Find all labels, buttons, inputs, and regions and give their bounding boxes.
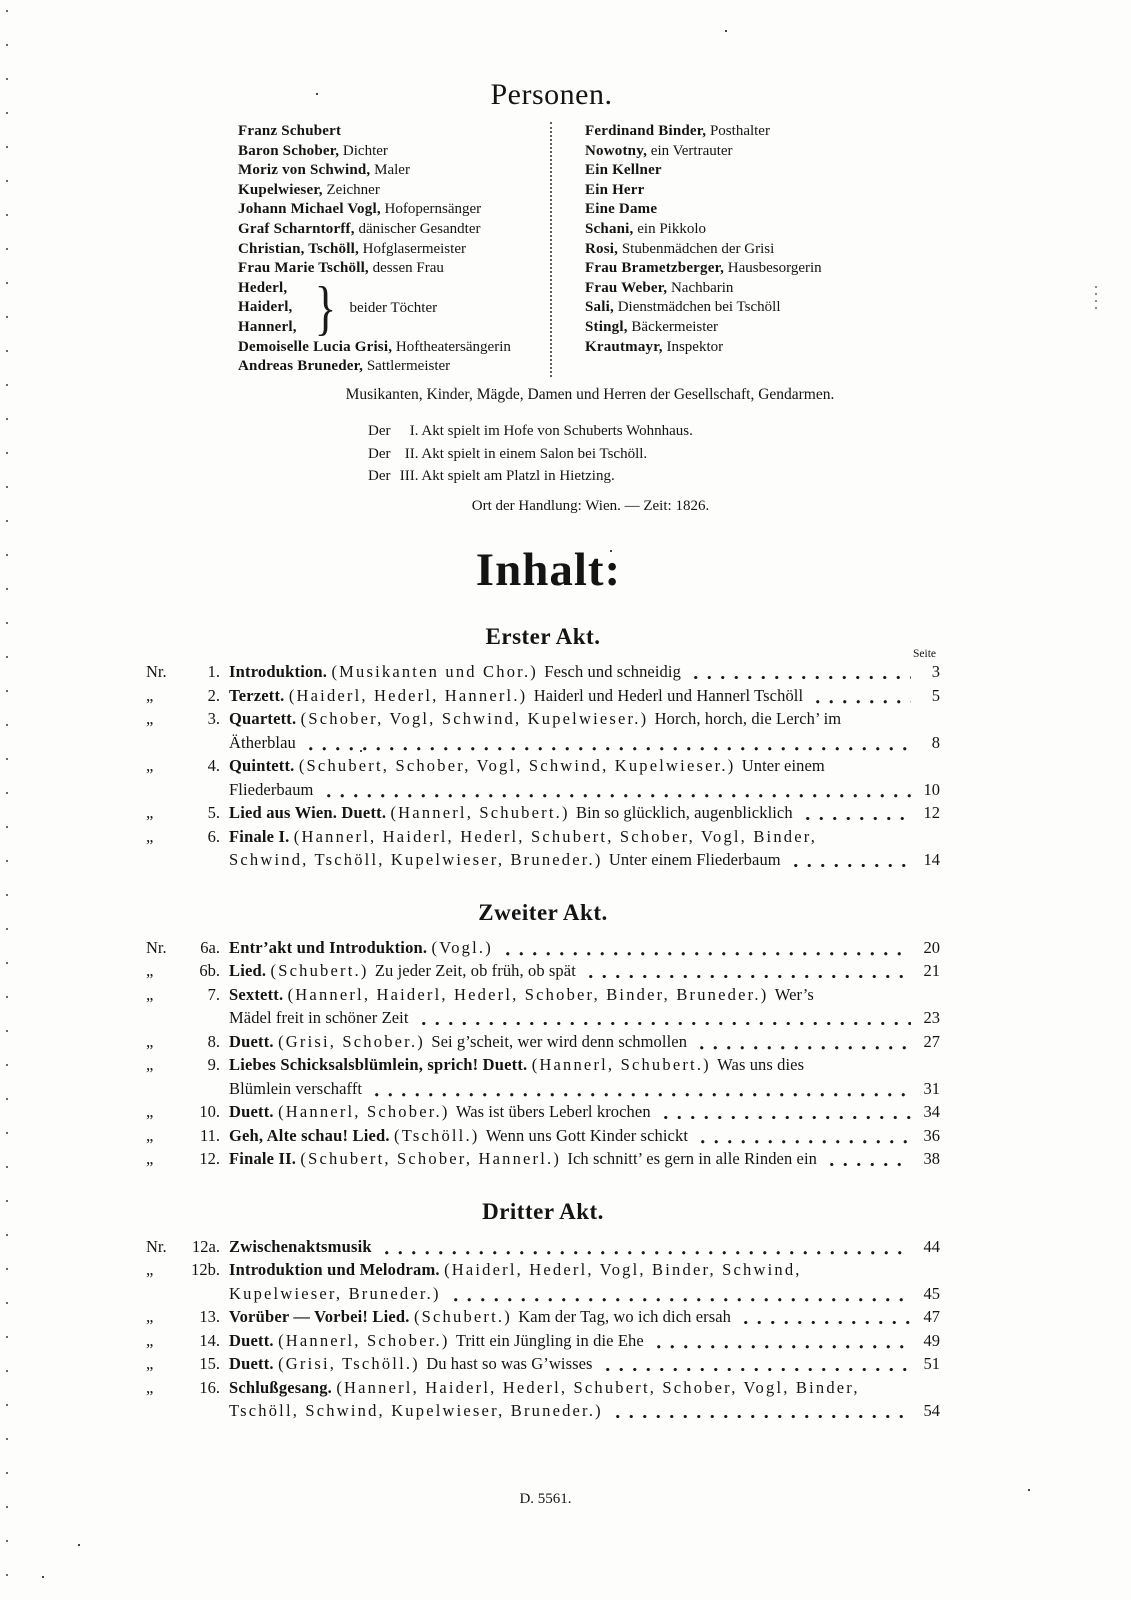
toc-cast: (Hannerl, Haiderl, Hederl, Schober, Binder, Bruneder.) <box>287 984 775 1004</box>
cast-entry <box>238 298 297 318</box>
toc-title: Finale II. <box>229 1149 301 1168</box>
act-numeral: II. <box>404 445 419 462</box>
dot-leader <box>320 778 912 802</box>
toc-text: Was ist übers Leberl krochen <box>455 1102 651 1121</box>
page-number: 27 <box>923 1031 940 1051</box>
cast-name: Ferdinand Binder, <box>585 123 707 139</box>
toc-nr-cell: „ <box>146 826 154 846</box>
toc-title: Geh, Alte schau! Lied. <box>229 1125 395 1145</box>
toc-text: Horch, horch, die Lerch’ im <box>654 709 842 728</box>
toc-cast: (Grisi, Schober.) <box>278 1031 432 1051</box>
page-number: 3 <box>931 662 940 681</box>
toc-row <box>146 778 940 802</box>
dot-leader <box>687 660 911 684</box>
toc-text: Kam der Tag, wo ich dich ersah <box>518 1307 732 1326</box>
toc-text: Fesch und schneidig <box>544 662 681 681</box>
toc-title: Introduktion. <box>229 662 332 681</box>
cast-role: Nachbarin <box>667 279 734 296</box>
toc-row <box>146 1077 940 1101</box>
toc-nr-cell: „ <box>146 1307 154 1326</box>
toc-number-cell: 2. <box>207 685 220 705</box>
toc-text: Wenn uns Gott Kinder schickt <box>485 1125 688 1145</box>
toc-cast: (Schober, Vogl, Schwind, Kupelwieser.) <box>300 709 655 728</box>
toc-number-cell: 12. <box>199 1149 220 1168</box>
toc-nr-cell: Nr. <box>146 662 167 681</box>
ensemble-line: Musikanten, Kinder, Mägde, Damen und Herren der Gesellschaft, Gendarmen. <box>345 386 835 403</box>
toc-number-cell: 3. <box>207 709 220 728</box>
cast-name: Frau Marie Tschöll, <box>238 260 369 277</box>
toc-nr-cell: „ <box>146 961 154 980</box>
toc-cast: (Schubert, Schober, Vogl, Schwind, Kupelwieser.) <box>298 756 742 775</box>
dot-leader <box>650 1329 911 1353</box>
cast-name: Ein Kellner <box>585 162 662 179</box>
toc-cast: (Hannerl, Schober.) <box>278 1102 456 1121</box>
dot-leader <box>302 731 911 755</box>
location-text: Akt spielt in einem Salon bei Tschöll. <box>418 445 648 462</box>
cast-entry <box>585 240 918 260</box>
cast-role: Dichter <box>339 142 388 159</box>
toc-row <box>146 1147 940 1171</box>
toc-cast: Kupelwieser, Bruneder.) <box>229 1283 441 1303</box>
toc-number-cell: 4. <box>207 756 220 775</box>
dot-leader <box>415 1006 911 1030</box>
cast-column-divider <box>550 122 552 377</box>
toc-row <box>146 801 940 825</box>
toc-title: Lied. <box>229 961 271 980</box>
cast-role: Sattlermeister <box>363 358 451 375</box>
toc-number-cell: 12b. <box>191 1260 220 1279</box>
toc-text: Ich schnitt’ es gern in alle Rinden ein <box>567 1149 818 1168</box>
cast-entry <box>238 181 550 201</box>
toc-title: Duett. <box>229 1330 279 1350</box>
cast-entry <box>238 122 550 142</box>
toc-cast: (Hannerl, Schubert.) <box>390 803 576 822</box>
cast-entry <box>585 200 918 220</box>
toc-cast: Schwind, Tschöll, Kupelwieser, Bruneder.) <box>229 850 609 869</box>
cast-name: Graf Scharntorff, <box>238 220 355 237</box>
cast-role: Hofopernsänger <box>380 201 482 218</box>
toc-title: Duett. <box>229 1354 279 1373</box>
toc-nr-cell: „ <box>146 1055 154 1074</box>
dot-leader <box>737 1305 911 1329</box>
act-header: Zweiter Akt. <box>478 899 608 925</box>
toc-title: Quartett. <box>229 709 301 728</box>
cast-entry <box>585 142 918 162</box>
cast-entry <box>238 338 550 358</box>
toc-title: Quintett. <box>229 756 299 775</box>
cast-entry <box>585 161 918 181</box>
cast-name: Frau Weber, <box>585 279 668 296</box>
act-section <box>146 1197 940 1423</box>
brace-icon: } <box>314 275 336 342</box>
cast-entry <box>238 200 550 220</box>
toc-nr-cell: „ <box>146 756 154 775</box>
cast-name: Franz Schubert <box>238 123 342 139</box>
toc-row <box>146 1258 940 1282</box>
cast-name: Kupelwieser, <box>238 181 323 198</box>
toc-number-cell: 12a. <box>192 1236 220 1256</box>
toc-row <box>146 1006 940 1030</box>
page-number: 47 <box>923 1307 940 1326</box>
dot-leader <box>499 936 911 960</box>
dot-leader <box>582 959 911 983</box>
toc-cast: (Haiderl, Hederl, Vogl, Binder, Schwind, <box>444 1260 802 1279</box>
location-prefix: Der <box>368 445 391 462</box>
cast-entry <box>238 357 550 377</box>
cast-brace-group <box>238 275 550 342</box>
cast-role: Stubenmädchen der Grisi <box>618 240 775 257</box>
cast-role: Dienstmädchen bei Tschöll <box>613 299 781 316</box>
toc-row <box>146 754 940 778</box>
toc-row <box>146 1399 940 1423</box>
toc-cast: (Haiderl, Hederl, Hannerl.) <box>288 685 534 705</box>
toc-number-cell: 10. <box>199 1102 220 1121</box>
toc-row <box>146 1124 940 1148</box>
toc-cast: Tschöll, Schwind, Kupelwieser, Bruneder.) <box>229 1401 603 1420</box>
dot-leader <box>378 1235 911 1259</box>
toc-number-cell: 6a. <box>200 937 220 957</box>
dot-leader <box>799 801 911 825</box>
toc-row <box>146 936 940 960</box>
dot-leader <box>609 1399 911 1423</box>
cast-entry <box>238 240 550 260</box>
cast-entry <box>238 142 550 162</box>
cast-name: Hannerl, <box>238 318 297 335</box>
page-number: 54 <box>923 1401 940 1420</box>
toc-number-cell: 8. <box>207 1031 220 1051</box>
location-text: Akt spielt im Hofe von Schuberts Wohnhaus. <box>418 423 693 439</box>
toc-cast: (Vogl.) <box>431 937 493 957</box>
toc-text: Tritt ein Jüngling in die Ehe <box>455 1330 644 1350</box>
cast-role: dänischer Gesandter <box>354 220 481 237</box>
toc-title: Introduktion und Melodram. <box>229 1260 445 1279</box>
toc-nr-cell: „ <box>146 1260 154 1279</box>
toc-text: Wer’s <box>774 984 814 1004</box>
cast-name: Christian, Tschöll, <box>238 240 359 257</box>
cast-name: Eine Dame <box>585 201 658 218</box>
cast-name: Krautmayr, <box>585 338 663 355</box>
dot-leader <box>693 1030 911 1054</box>
page-number: 38 <box>923 1149 940 1168</box>
cast-name: Stingl, <box>585 318 628 335</box>
toc-text: Sei g’scheit, wer wird denn schmollen <box>431 1031 688 1051</box>
cast-brace-label: beider Töchter <box>349 299 438 316</box>
toc-cast: (Hannerl, Haiderl, Hederl, Schubert, Schober, Vogl, Binder, <box>336 1377 860 1397</box>
act-section <box>146 622 940 872</box>
toc-row <box>146 1053 940 1077</box>
toc-number-cell: 5. <box>207 803 220 822</box>
cast-list <box>238 122 918 377</box>
toc-row <box>146 684 940 708</box>
cast-entry <box>585 298 918 318</box>
toc-text: Zu jeder Zeit, ob früh, ob spät <box>374 961 576 980</box>
toc-row <box>146 1329 940 1353</box>
plate-number: D. 5561. <box>519 1491 572 1507</box>
toc-title: Vorüber — Vorbei! Lied. <box>229 1307 414 1326</box>
toc-cast: (Schubert, Schober, Hannerl.) <box>300 1149 568 1168</box>
toc-number-cell: 15. <box>199 1354 220 1373</box>
scan-speck <box>725 30 727 32</box>
toc-nr-cell: „ <box>146 1330 154 1350</box>
location-prefix: Der <box>368 423 391 439</box>
toc-title: Sextett. <box>229 984 288 1004</box>
toc-number-cell: 9. <box>207 1055 220 1074</box>
toc-row <box>146 848 940 872</box>
page-number: 36 <box>923 1125 940 1145</box>
act-location-line <box>368 465 693 488</box>
table-of-contents <box>146 622 940 1423</box>
inhalt-heading: Inhalt: <box>475 544 622 596</box>
toc-number-cell: 16. <box>199 1377 220 1397</box>
cast-entry <box>238 318 297 338</box>
cast-entry <box>585 259 918 279</box>
page-number: 20 <box>923 937 940 957</box>
toc-nr-cell: Nr. <box>146 937 167 957</box>
page-number: 21 <box>923 961 940 980</box>
toc-row <box>146 1305 940 1329</box>
toc-title: Liebes Schicksalsblümlein, sprich! Duett. <box>229 1055 532 1074</box>
page-number: 45 <box>923 1283 940 1303</box>
page-number: 8 <box>931 732 940 752</box>
cast-name: Sali, <box>585 299 614 316</box>
cast-role: Zeichner <box>322 181 380 198</box>
personen-heading: Personen. <box>490 78 613 111</box>
toc-nr-cell: „ <box>146 685 154 705</box>
toc-row <box>146 959 940 983</box>
toc-text: Bin so glücklich, augenblicklich <box>575 803 793 822</box>
toc-nr-cell: „ <box>146 1102 154 1121</box>
page-number: 49 <box>923 1330 940 1350</box>
toc-row <box>146 660 940 684</box>
dot-leader <box>694 1124 911 1148</box>
toc-row <box>146 1376 940 1400</box>
cast-name: Moriz von Schwind, <box>238 162 371 179</box>
toc-nr-cell: „ <box>146 1125 154 1145</box>
toc-row <box>146 707 940 731</box>
cast-name: Hederl, <box>238 279 288 296</box>
toc-text: Was uns dies <box>717 1055 805 1074</box>
dot-leader <box>657 1100 911 1124</box>
toc-row <box>146 983 940 1007</box>
cast-role: Hausbesorgerin <box>724 260 822 277</box>
toc-row <box>146 825 940 849</box>
toc-cast: (Tschöll.) <box>394 1125 486 1145</box>
page-number: 12 <box>923 803 940 822</box>
dot-leader <box>447 1282 911 1306</box>
toc-nr-cell: Nr. <box>146 1236 167 1256</box>
toc-cast: (Hannerl, Schubert.) <box>531 1055 718 1074</box>
cast-column-left <box>238 122 550 377</box>
toc-text: Ätherblau <box>229 732 296 752</box>
toc-nr-cell: „ <box>146 709 154 728</box>
act-location-line <box>368 443 693 466</box>
toc-title: Terzett. <box>229 685 289 705</box>
toc-text: Du hast so was G’wisses <box>426 1354 593 1373</box>
cast-role: Inspektor <box>662 338 724 355</box>
cast-entry <box>585 318 918 338</box>
toc-text: Unter einem <box>741 756 825 775</box>
toc-text: Haiderl und Hederl und Hannerl Tschöll <box>533 685 804 705</box>
toc-row <box>146 1100 940 1124</box>
toc-number-cell: 1. <box>207 662 220 681</box>
toc-title: Duett. <box>229 1031 279 1051</box>
toc-number-cell: 6. <box>207 826 220 846</box>
cast-name: Frau Brametzberger, <box>585 260 725 277</box>
cast-role: Maler <box>370 162 410 179</box>
page-number: 14 <box>923 850 940 869</box>
scan-speck <box>42 1576 44 1578</box>
toc-cast: (Grisi, Tschöll.) <box>278 1354 427 1373</box>
cast-entry <box>238 279 297 299</box>
toc-cast: (Schubert.) <box>413 1307 519 1326</box>
toc-title: Lied aus Wien. Duett. <box>229 803 391 822</box>
page-number: 34 <box>923 1102 940 1121</box>
act-section <box>146 898 940 1171</box>
cast-entry <box>238 259 550 279</box>
act-numeral: I. <box>409 423 419 439</box>
cast-entry <box>585 338 918 358</box>
location-text: Akt spielt am Platzl in Hietzing. <box>418 468 615 484</box>
dot-leader <box>368 1077 911 1101</box>
cast-role: dessen Frau <box>368 260 444 277</box>
toc-nr-cell: „ <box>146 1377 154 1397</box>
toc-row <box>146 1235 940 1259</box>
toc-title: Entr’akt und Introduktion. <box>229 937 432 957</box>
cast-name: Rosi, <box>585 240 619 257</box>
cast-role: Posthalter <box>706 123 770 139</box>
scan-left-edge-artifact <box>6 10 8 1594</box>
cast-name: Nowotny, <box>585 142 648 159</box>
cast-role: Bäckermeister <box>627 318 719 335</box>
toc-number-cell: 13. <box>199 1307 220 1326</box>
page-number: 31 <box>923 1078 940 1098</box>
location-prefix: Der <box>368 468 391 484</box>
toc-title: Finale I. <box>229 826 294 846</box>
act-header: Erster Akt. <box>485 624 601 649</box>
toc-title: Zwischenaktsmusik <box>229 1236 372 1256</box>
toc-text: Mädel freit in schöner Zeit <box>229 1008 409 1027</box>
cast-entry <box>585 122 918 142</box>
cast-entry <box>585 220 918 240</box>
toc-number-cell: 6b. <box>199 961 220 980</box>
act-location-line <box>368 420 693 443</box>
toc-number-cell: 14. <box>199 1330 220 1350</box>
toc-number-cell: 11. <box>199 1125 220 1145</box>
toc-cast: (Hannerl, Schober.) <box>278 1330 456 1350</box>
dot-leader <box>809 684 911 708</box>
toc-cast: (Musikanten und Chor.) <box>331 662 545 681</box>
cast-name: Haiderl, <box>238 299 293 316</box>
toc-cast: (Schubert.) <box>270 961 375 980</box>
act-header: Dritter Akt. <box>482 1198 604 1224</box>
cast-role: ein Pikkolo <box>633 220 707 237</box>
toc-row <box>146 1352 940 1376</box>
toc-row <box>146 1282 940 1306</box>
cast-role: Hofglasermeister <box>358 240 466 257</box>
cast-name: Schani, <box>585 220 634 237</box>
toc-title: Duett. <box>229 1102 279 1121</box>
setting-line: Ort der Handlung: Wien. — Zeit: 1826. <box>471 498 710 514</box>
act-locations <box>368 420 693 488</box>
toc-nr-cell: „ <box>146 1031 154 1051</box>
page-number: 23 <box>923 1008 940 1027</box>
cast-entry <box>585 279 918 299</box>
cast-name: Andreas Bruneder, <box>238 358 364 375</box>
toc-nr-cell: „ <box>146 1354 154 1373</box>
toc-nr-cell: „ <box>146 803 154 822</box>
cast-name: Baron Schober, <box>238 142 340 159</box>
dot-leader <box>599 1352 911 1376</box>
cast-name: Demoiselle Lucia Grisi, <box>238 338 393 355</box>
toc-text: Blümlein verschafft <box>229 1078 363 1098</box>
dot-leader <box>823 1147 911 1171</box>
dot-leader <box>787 848 911 872</box>
toc-text: Unter einem Fliederbaum <box>608 850 781 869</box>
page-number: 5 <box>931 685 940 705</box>
cast-role: Hoftheatersängerin <box>392 338 511 355</box>
scan-right-edge-artifact <box>1095 286 1097 312</box>
page-number: 51 <box>923 1354 940 1373</box>
toc-row <box>146 1030 940 1054</box>
cast-role: ein Vertrauter <box>647 142 733 159</box>
cast-entry <box>238 161 550 181</box>
cast-column-right <box>585 122 918 377</box>
cast-entry <box>585 181 918 201</box>
toc-row <box>146 731 940 755</box>
cast-name: Ein Herr <box>585 181 645 198</box>
cast-brace-names <box>238 279 297 338</box>
toc-nr-cell: „ <box>146 984 154 1004</box>
toc-title: Schlußgesang. <box>229 1377 337 1397</box>
page-number: 44 <box>923 1236 940 1256</box>
page-number: 10 <box>923 779 940 799</box>
toc-number-cell: 7. <box>207 984 220 1004</box>
toc-cast: (Hannerl, Haiderl, Hederl, Schubert, Schober, Vogl, Binder, <box>293 826 818 846</box>
scan-speck <box>78 1544 80 1546</box>
seite-column-label: Seite <box>913 648 936 660</box>
cast-entry <box>238 220 550 240</box>
act-numeral: III. <box>399 468 419 484</box>
toc-text: Fliederbaum <box>229 779 314 799</box>
cast-name: Johann Michael Vogl, <box>238 201 381 218</box>
toc-nr-cell: „ <box>146 1149 154 1168</box>
